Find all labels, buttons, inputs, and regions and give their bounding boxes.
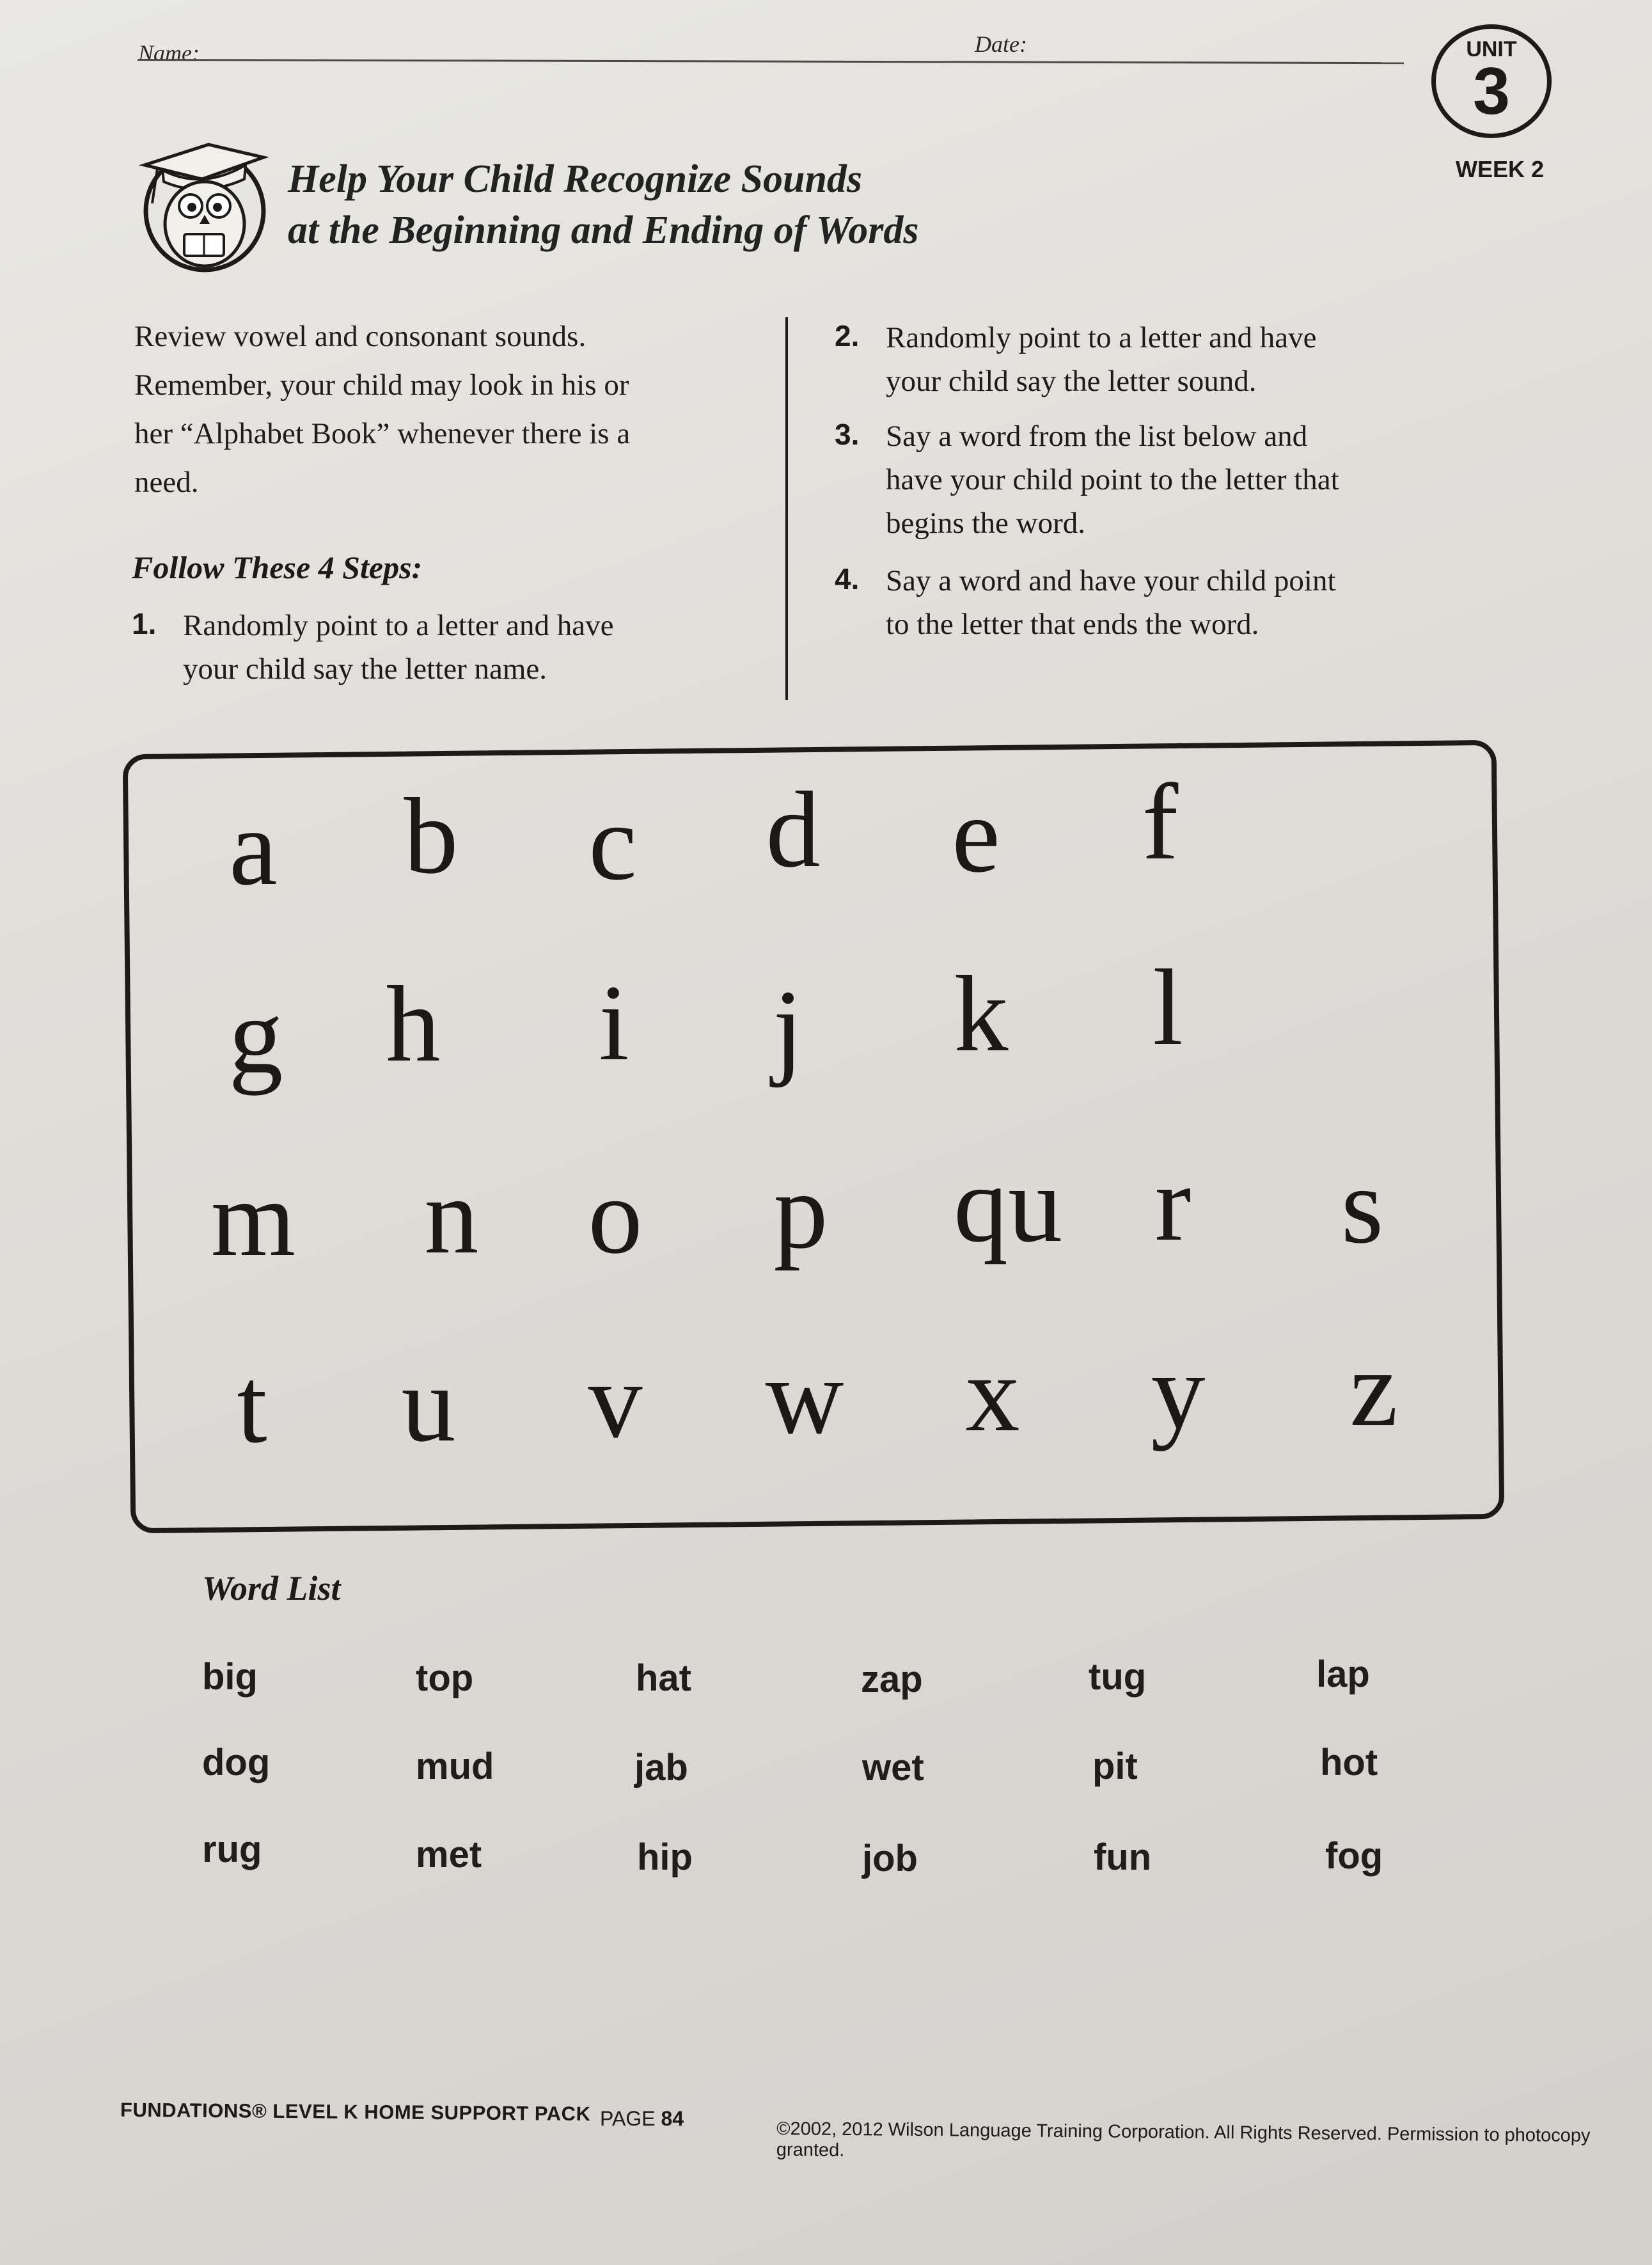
letter-qu[interactable]: qu <box>954 1144 1062 1265</box>
date-label: Date: <box>975 31 1027 57</box>
owl-graduate-icon <box>138 139 270 274</box>
word: dog <box>202 1742 271 1783</box>
footer-page-number: 84 <box>661 2107 684 2130</box>
step-line: Randomly point to a letter and have <box>886 321 1317 354</box>
step-line: to the letter that ends the word. <box>886 608 1259 641</box>
step-number: 4. <box>835 562 860 596</box>
unit-number: 3 <box>1473 54 1510 129</box>
step-3 <box>835 414 1339 545</box>
letter-p[interactable]: p <box>773 1151 828 1271</box>
step-line: have your child point to the letter that <box>886 463 1339 496</box>
word: lap <box>1316 1653 1370 1695</box>
letter-t[interactable]: t <box>237 1345 267 1465</box>
letter-c[interactable]: c <box>588 782 637 903</box>
letter-e[interactable]: e <box>952 775 1000 895</box>
word: big <box>202 1656 258 1698</box>
letter-n[interactable]: n <box>424 1156 479 1276</box>
letter-v[interactable]: v <box>588 1340 643 1460</box>
footer-page-label: PAGE <box>600 2107 656 2130</box>
unit-label: UNIT <box>1466 37 1517 61</box>
letter-s[interactable]: s <box>1341 1146 1384 1266</box>
intro-line: her “Alphabet Book” whenever there is a <box>134 417 631 450</box>
letter-f[interactable]: f <box>1142 762 1179 882</box>
word: top <box>416 1657 474 1699</box>
footer-program-name: FUNDATIONS® LEVEL K HOME SUPPORT PACK <box>120 2098 591 2126</box>
letter-u[interactable]: u <box>401 1344 456 1464</box>
steps-heading: Follow These 4 Steps: <box>132 549 423 585</box>
word: pit <box>1092 1746 1138 1787</box>
letter-g[interactable]: g <box>228 975 283 1096</box>
intro-paragraph <box>134 312 774 507</box>
word: jab <box>634 1747 688 1788</box>
word: wet <box>862 1747 924 1788</box>
letter-b[interactable]: b <box>404 776 459 896</box>
name-date-line[interactable] <box>138 59 1404 64</box>
word: zap <box>861 1659 923 1700</box>
step-1 <box>132 604 614 691</box>
footer-page <box>600 2107 684 2131</box>
step-4 <box>835 559 1336 646</box>
word: hot <box>1320 1742 1378 1783</box>
intro-line: Review vowel and consonant sounds. <box>134 320 586 353</box>
step-line: Say a word from the list below and <box>886 420 1308 453</box>
word: fog <box>1325 1835 1383 1877</box>
step-number: 2. <box>835 319 860 352</box>
letter-o[interactable]: o <box>588 1156 643 1276</box>
step-line: your child say the letter name. <box>183 652 547 686</box>
word-list-title: Word List <box>202 1569 341 1607</box>
letter-l[interactable]: l <box>1152 947 1183 1068</box>
letter-w[interactable]: w <box>765 1336 844 1456</box>
letter-i[interactable]: i <box>599 963 629 1083</box>
intro-line: Remember, your child may look in his or <box>134 368 629 402</box>
letter-r[interactable]: r <box>1154 1143 1192 1263</box>
name-label: Name: <box>138 40 200 66</box>
letter-d[interactable]: d <box>766 769 821 890</box>
word: mud <box>416 1746 494 1787</box>
letter-x[interactable]: x <box>965 1334 1020 1454</box>
page-title <box>288 154 919 256</box>
letter-h[interactable]: h <box>386 964 441 1084</box>
word: met <box>416 1834 482 1875</box>
word: fun <box>1094 1836 1152 1878</box>
intro-line: need. <box>134 466 199 499</box>
step-number: 1. <box>132 607 157 640</box>
step-line: begins the word. <box>886 507 1085 540</box>
footer-copyright: ©2002, 2012 Wilson Language Training Corporation. All Rights Reserved. Permission to photocopy granted. <box>776 2119 1591 2161</box>
word: hat <box>636 1657 691 1699</box>
word: rug <box>202 1829 262 1870</box>
letter-k[interactable]: k <box>954 954 1009 1074</box>
letter-a[interactable]: a <box>229 787 278 908</box>
column-divider <box>785 317 788 700</box>
week-label: WEEK 2 <box>1455 156 1545 182</box>
step-number: 3. <box>835 418 860 451</box>
step-line: Randomly point to a letter and have <box>183 609 614 642</box>
word: tug <box>1089 1656 1147 1698</box>
title-line-1: Help Your Child Recognize Sounds <box>288 157 863 201</box>
letter-z[interactable]: z <box>1349 1329 1398 1449</box>
letter-m[interactable]: m <box>210 1158 296 1279</box>
step-2 <box>835 316 1317 403</box>
step-line: your child say the letter sound. <box>886 365 1257 398</box>
title-line-2: at the Beginning and Ending of Words <box>288 209 919 252</box>
letter-y[interactable]: y <box>1151 1331 1206 1451</box>
word: hip <box>637 1836 693 1878</box>
step-line: Say a word and have your child point <box>886 564 1336 597</box>
letter-j[interactable]: j <box>773 968 803 1088</box>
word: job <box>862 1838 918 1879</box>
